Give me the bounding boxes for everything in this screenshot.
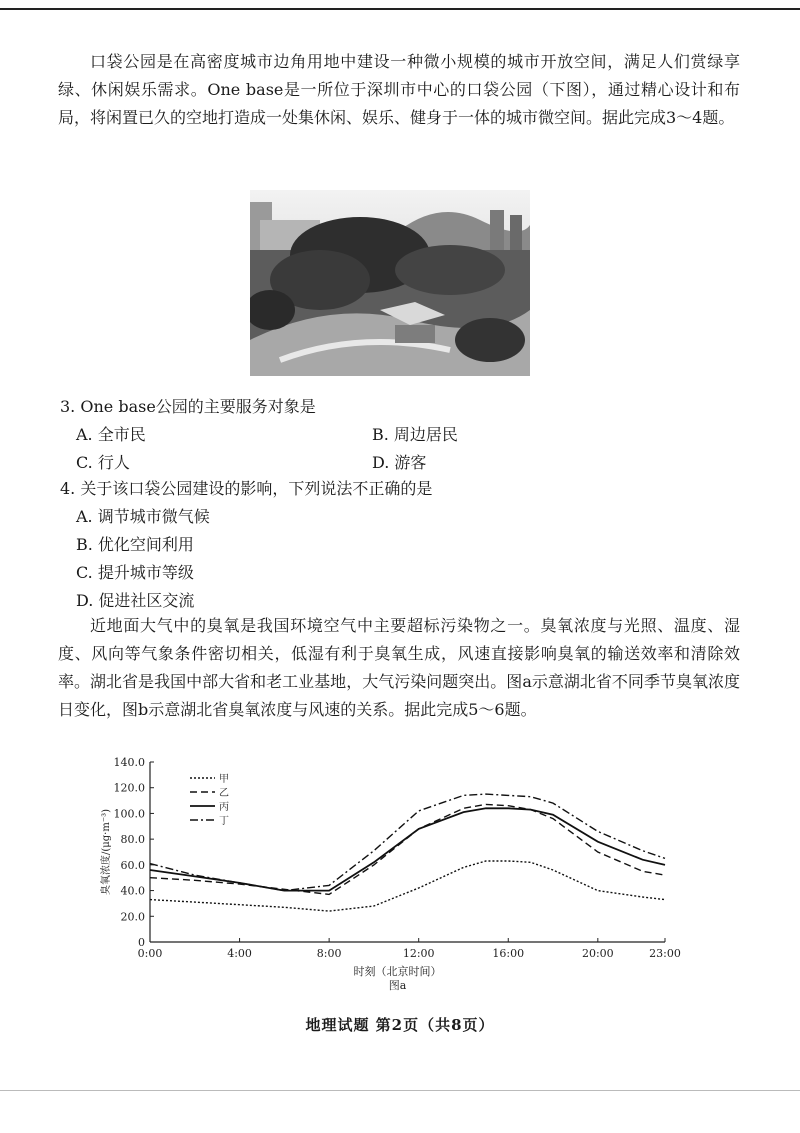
y-axis-label: 臭氧浓度/(μg·m⁻³) [101, 808, 112, 896]
y-tick-label: 80.0 [120, 833, 145, 847]
q4-option-a: A. 调节城市微气候 [76, 507, 210, 526]
legend-label-1: 甲 [219, 774, 229, 785]
top-rule [0, 8, 800, 10]
x-tick-label: 20:00 [581, 947, 614, 960]
q3-option-c: C. 行人 [76, 453, 130, 472]
x-tick-label: 4:00 [227, 947, 252, 960]
park-photo [250, 190, 530, 376]
passage-pocket-park: 口袋公园是在高密度城市边角用地中建设一种微小规模的城市开放空间，满足人们赏绿享绿、休闲娱乐需求。One base是一所位于深圳市中心的口袋公园（下图），通过精心设计和布局，将闲置已久的空地打造成一处集休闲、娱乐、健身于一体的城市微空间。据此完成3～4题。 [58, 52, 740, 127]
x-tick-label: 23:00 [649, 947, 681, 960]
q4-option-d: D. 促进社区交流 [76, 591, 195, 610]
passage-ozone: 近地面大气中的臭氧是我国环境空气中主要超标污染物之一。臭氧浓度与光照、温度、湿度、风向等气象条件密切相关，低湿有利于臭氧生成，风速直接影响臭氧的输送效率和清除效率。湖北省是我国中部大省和老工业基地，大气污染问题突出。图a示意湖北省不同季节臭氧浓度日变化，图b示意湖北省臭氧浓度与风速的关系。据此完成5～6题。 [58, 616, 740, 719]
y-tick-label: 60.0 [120, 858, 145, 872]
q3-option-a: A. 全市民 [76, 425, 146, 444]
page-footer: 地理试题 第2页（共8页） [305, 1016, 495, 1034]
x-axis-label: 时刻（北京时间） [353, 965, 442, 978]
q4-option-c: C. 提升城市等级 [76, 563, 194, 582]
y-tick-label: 100.0 [113, 807, 145, 821]
legend-label-2: 乙 [219, 788, 229, 799]
q4-option-b: B. 优化空间利用 [76, 535, 194, 554]
legend-label-3: 丙 [219, 802, 229, 813]
ozone-daily-chart [95, 752, 705, 1002]
y-tick-label: 140.0 [113, 756, 145, 769]
x-tick-label: 16:00 [492, 947, 525, 960]
y-tick-label: 20.0 [120, 910, 145, 924]
chart-caption: 图a [388, 979, 407, 992]
x-tick-label: 8:00 [316, 947, 342, 960]
bottom-rule [0, 1090, 800, 1091]
question-3-stem: 3. One base公园的主要服务对象是 [60, 397, 316, 416]
x-tick-label: 0:00 [137, 947, 163, 960]
q3-option-b: B. 周边居民 [372, 425, 458, 444]
series-line-1 [150, 861, 665, 911]
y-tick-label: 120.0 [113, 781, 145, 795]
y-tick-label: 0 [138, 936, 145, 949]
q3-option-d: D. 游客 [372, 453, 427, 472]
legend-label-4: 丁 [219, 816, 229, 827]
x-tick-label: 12:00 [402, 947, 435, 960]
y-tick-label: 40.0 [120, 884, 145, 898]
question-4-stem: 4. 关于该口袋公园建设的影响，下列说法不正确的是 [60, 479, 433, 498]
